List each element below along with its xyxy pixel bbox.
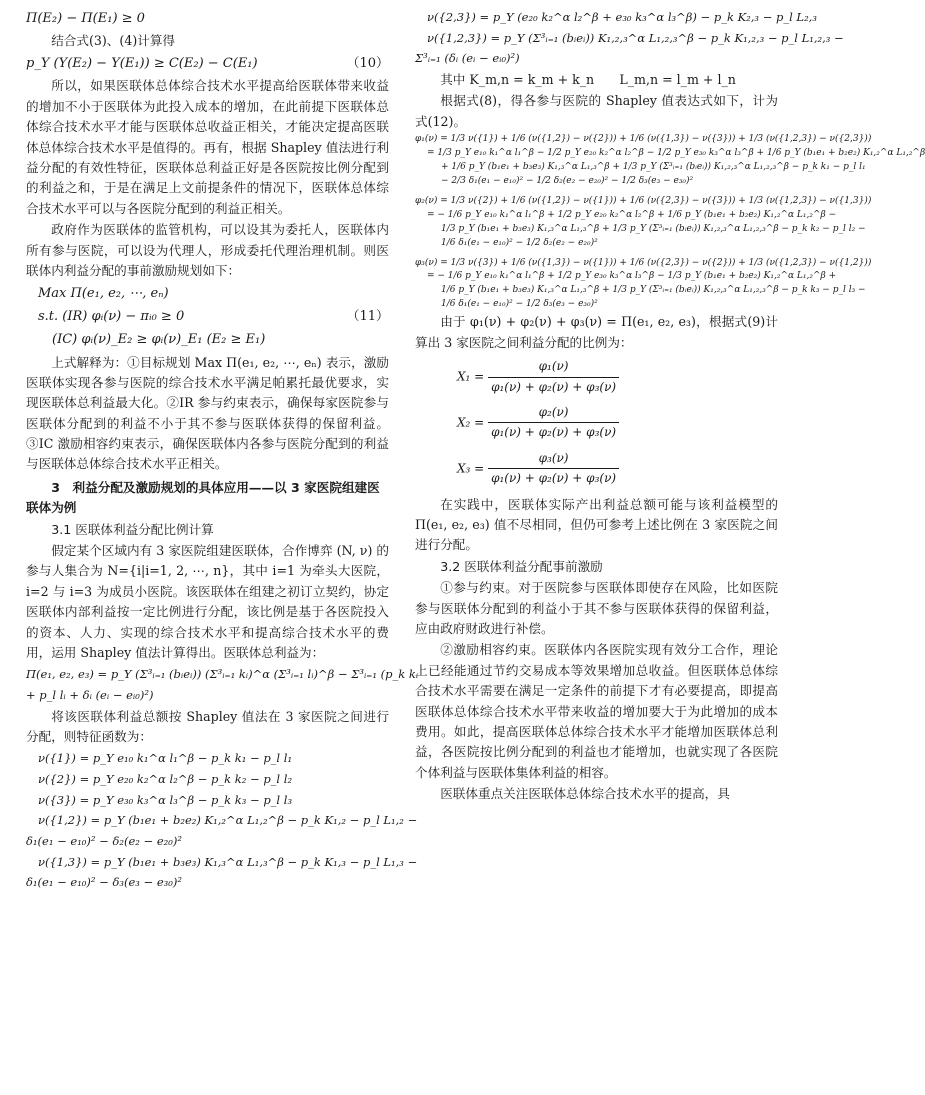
- equation-line: 1/6 δ₁(e₁ − e₁₀)² − 1/2 δ₂(e₂ − e₂₀)²: [441, 237, 598, 248]
- ratio-lhs: X₂ =: [457, 415, 485, 430]
- equation-line: 1/6 δ₁(e₁ − e₁₀)² − 1/2 δ₃(e₃ − e₃₀)²: [441, 299, 598, 310]
- equation-10: [26, 53, 389, 74]
- left-column: [26, 6, 419, 1095]
- characteristic-function-123-cont: Σ³ᵢ₌₁ (δᵢ (eᵢ − eᵢ₀)²): [415, 51, 520, 66]
- equation-line: − 2/3 δ₁(e₁ − e₁₀)² − 1/2 δ₂(e₂ − e₂₀)² − 1/2 δ₃(e₃ − e₃₀)²: [441, 175, 694, 186]
- equation-line: = − 1/6 p_Y e₁₀ k₁^α l₁^β + 1/2 p_Y e₂₀ k₂^α l₂^β + 1/6 p_Y (b₁e₁ + b₂e₂) K₁,₂^α L₁,₂^β −: [427, 209, 837, 220]
- equation-line: φ₂(ν) = 1/3 ν({2}) + 1/6 (ν({1,2}) − ν({1})) + 1/6 (ν({2,3}) − ν({3})) + 1/3 (ν({1,2,3}) − ν({1,3})): [415, 195, 872, 206]
- shapley-phi-1: [415, 133, 925, 189]
- paragraph: 所以，如果医联体总体综合技术水平提高给医联体带来收益的增加不小于医联体为此投入成本的增加，在此前提下医联体总体综合技术水平才能与医联体总收益正相关，才能决定提高医联体总体综合技术水平是值得的。再有，根据 Shapley 值法进行利益分配的有效性特征，医联体总利益正好是各医院按比例分配到的利益之和，于是在满足上文前提条件的情况下，医联体总体综合技术水平可以与各医院分配到的利益正相关。: [26, 78, 389, 216]
- ratio-numerator: φ₃(ν): [488, 449, 619, 469]
- equation-line: = − 1/6 p_Y e₁₀ k₁^α l₁^β + 1/2 p_Y e₃₀ k₃^α l₃^β − 1/3 p_Y (b₁e₁ + b₂e₂) K₁,₂^α L₁,₂^β +: [427, 271, 837, 282]
- definition-line: 其中 K_m,n = k_m + k_n L_m,n = l_m + l_n: [440, 71, 736, 87]
- paragraph: ②激励相容约束。医联体内各医院实现有效分工合作，理论上已经能通过节约交易成本等效果增加总收益。但医联体总体综合技术水平需要在满足一定条件的前提下才有必要提高，即提高医联体总体综合技术水平带来收益的增加要大于为此增加的成本费用。如此，提高医联体总体综合技术水平才能增加医联体总利益，各医院按比例分配到的利益也才能增加，也就实现了各医院个体利益与医联体集体利益的相容。: [415, 642, 778, 780]
- ratio-denominator: φ₁(ν) + φ₂(ν) + φ₃(ν): [491, 379, 617, 394]
- equation-line: 1/6 p_Y (b₁e₁ + b₃e₃) K₁,₃^α L₁,₃^β + 1/3 p_Y (Σ³ᵢ₌₁ (bᵢeᵢ)) K₁,₂,₃^α L₁,₂,₃^β − p_k k₃ − p_l l₃ −: [441, 285, 866, 296]
- paragraph: 上式解释为：①目标规划 Max Π(e₁, e₂, ⋯, eₙ) 表示，激励医联体实现各参与医院的综合技术水平满足帕累托最优要求，实现医联体总利益最大化。②IR 参与约束表示，确保每家医院参与医联体分配到的利益不小于其不参与医联体获得的保留利益。③IC 激励相容约束表示，确保医联体内各参与医院分配到的利益与医联体总体综合技术水平正相关。: [26, 354, 389, 472]
- equation-number: （10）: [346, 56, 389, 72]
- equation-profit-difference: Π(E₂) − Π(E₁) ≥ 0: [26, 11, 145, 26]
- subsection-heading: 3.1 医联体利益分配比例计算: [51, 521, 214, 537]
- ratio-fraction: [488, 403, 619, 443]
- paragraph: 由于 φ₁(ν) + φ₂(ν) + φ₃(ν) = Π(e₁, e₂, e₃)，根据式(9)计算出 3 家医院之间利益分配的比例为：: [415, 314, 778, 350]
- equation-line: φ₁(ν) = 1/3 ν({1}) + 1/6 (ν({1,2}) − ν({2})) + 1/6 (ν({1,3}) − ν({3})) + 1/3 (ν({1,2,3}) − ν({2,3})): [415, 134, 872, 145]
- equation-11-ir-body: s.t. (IR) φᵢ(ν) − πᵢ₀ ≥ 0: [38, 309, 185, 325]
- equation-line: = 1/3 p_Y e₁₀ k₁^α l₁^β − 1/2 p_Y e₂₀ k₂^α l₂^β − 1/2 p_Y e₃₀ k₃^α l₃^β + 1/6 p_Y (b₁e₁ + b₂e₂) K₁,₂^α L₁,₂^β: [427, 147, 925, 158]
- characteristic-function-23: ν({2,3}) = p_Y (e₂₀ k₂^α l₂^β + e₃₀ k₃^α l₃^β) − p_k K₂,₃ − p_l L₂,₃: [427, 10, 817, 24]
- ratio-x2: [457, 403, 778, 443]
- equation-11-objective: Max Π(e₁, e₂, ⋯, eₙ): [38, 286, 169, 302]
- equation-11-ic: (IC) φᵢ(ν)_E₂ ≥ φᵢ(ν)_E₁ (E₂ ≥ E₁): [52, 332, 266, 348]
- ratio-x3: [457, 449, 778, 489]
- characteristic-function-3: ν({3}) = p_Y e₃₀ k₃^α l₃^β − p_k k₃ − p_l l₃: [38, 792, 293, 807]
- shapley-phi-2: [415, 195, 872, 251]
- equation-line: φ₃(ν) = 1/3 ν({3}) + 1/6 (ν({1,3}) − ν({1})) + 1/6 (ν({2,3}) − ν({2})) + 1/3 (ν({1,2,3}) − ν({1,2})): [415, 257, 872, 268]
- equation-line: + 1/6 p_Y (b₁e₁ + b₃e₃) K₁,₃^α L₁,₃^β + 1/3 p_Y (Σ³ᵢ₌₁ (bᵢeᵢ)) K₁,₂,₃^α L₁,₂,₃^β − p_k k₁ − p_l l₁: [441, 161, 866, 172]
- characteristic-function-123: ν({1,2,3}) = p_Y (Σ³ᵢ₌₁ (bᵢeᵢ)) K₁,₂,₃^α L₁,₂,₃^β − p_k K₁,₂,₃ − p_l L₁,₂,₃ −: [427, 30, 844, 45]
- paragraph: ①参与约束。对于医院参与医联体即使存在风险，比如医院参与医联体分配到的利益小于其不参与医联体获得的保留利益，应由政府财政进行补偿。: [415, 580, 778, 637]
- equation-11-ir: [26, 306, 389, 327]
- equation-number: （11）: [346, 309, 389, 325]
- equation-10-body: p_Y (Y(E₂) − Y(E₁)) ≥ C(E₂) − C(E₁): [26, 56, 258, 72]
- shapley-phi-3: [415, 257, 872, 313]
- ratio-lhs: X₁ =: [457, 369, 485, 384]
- ratio-lhs: X₃ =: [457, 461, 485, 476]
- ratio-fraction: [488, 357, 619, 397]
- subsection-heading: 3.2 医联体利益分配事前激励: [440, 558, 603, 574]
- equation-line: 1/3 p_Y (b₁e₁ + b₃e₃) K₁,₃^α L₁,₃^β + 1/3 p_Y (Σ³ᵢ₌₁ (bᵢeᵢ)) K₁,₂,₃^α L₁,₂,₃^β − p_k k₂ − p_l l₂ −: [441, 223, 866, 234]
- ratio-numerator: φ₂(ν): [488, 403, 619, 423]
- characteristic-function-13-cont: δ₁(e₁ − e₁₀)² − δ₃(e₃ − e₃₀)²: [26, 875, 182, 890]
- ratio-denominator: φ₁(ν) + φ₂(ν) + φ₃(ν): [491, 425, 617, 440]
- paragraph: 根据式(8)，得各参与医院的 Shapley 值表达式如下，计为式(12)。: [415, 93, 778, 129]
- characteristic-function-1: ν({1}) = p_Y e₁₀ k₁^α l₁^β − p_k k₁ − p_l l₁: [38, 751, 293, 766]
- right-column: [415, 6, 925, 1095]
- paragraph: 结合式(3)、(4)计算得: [51, 33, 176, 49]
- section-heading: 3 利益分配及激励规划的具体应用——以 3 家医院组建医联体为例: [26, 479, 380, 516]
- equation-total-profit-cont: + p_l lᵢ + δᵢ (eᵢ − eᵢ₀)²): [26, 688, 154, 703]
- paragraph: 将该医联体利益总额按 Shapley 值法在 3 家医院之间进行分配，则特征函数为：: [26, 708, 389, 745]
- characteristic-function-12-cont: δ₁(e₁ − e₁₀)² − δ₂(e₂ − e₂₀)²: [26, 833, 182, 848]
- paragraph: 政府作为医联体的监管机构，可以设其为委托人，医联体内所有参与医院，可以设为代理人，形成委托代理治理机制。则医联体内利益分配的事前激励规划如下：: [26, 222, 389, 278]
- characteristic-function-12: ν({1,2}) = p_Y (b₁e₁ + b₂e₂) K₁,₂^α L₁,₂^β − p_k K₁,₂ − p_l L₁,₂ −: [38, 813, 418, 828]
- ratio-denominator: φ₁(ν) + φ₂(ν) + φ₃(ν): [491, 471, 617, 486]
- paragraph: 医联体重点关注医联体总体综合技术水平的提高，具: [440, 786, 730, 802]
- characteristic-function-2: ν({2}) = p_Y e₂₀ k₂^α l₂^β − p_k k₂ − p_l l₂: [38, 772, 293, 787]
- equation-total-profit: Π(e₁, e₂, e₃) = p_Y (Σ³ᵢ₌₁ (bᵢeᵢ)) (Σ³ᵢ₌₁ kᵢ)^α (Σ³ᵢ₌₁ lᵢ)^β − Σ³ᵢ₌₁ (p_k kᵢ: [26, 667, 419, 682]
- characteristic-function-13: ν({1,3}) = p_Y (b₁e₁ + b₃e₃) K₁,₃^α L₁,₃^β − p_k K₁,₃ − p_l L₁,₃ −: [38, 854, 418, 869]
- ratio-x1: [457, 357, 778, 397]
- paragraph: 假定某个区域内有 3 家医院组建医联体，合作博弈 (N, ν) 的参与人集合为 N={i|i=1, 2, ⋯, n}，其中 i=1 为牵头大医院，i=2 与 i=3 为成员小医院。该医联体在组建之初订立契约，协定医联体内部利益按一定比例进行分配，该比例是基于各医院投入的资本、人力、实现的综合技术水平和提高综合技术水平的费用，运用 Shapley 值法计算得出。医联体总利益为：: [26, 543, 389, 660]
- paragraph: 在实践中，医联体实际产出利益总额可能与该利益模型的 Π(e₁, e₂, e₃) 值不尽相同，但仍可参考上述比例在 3 家医院之间进行分配。: [415, 496, 778, 553]
- ratio-fraction: [488, 449, 619, 489]
- ratio-numerator: φ₁(ν): [488, 357, 619, 377]
